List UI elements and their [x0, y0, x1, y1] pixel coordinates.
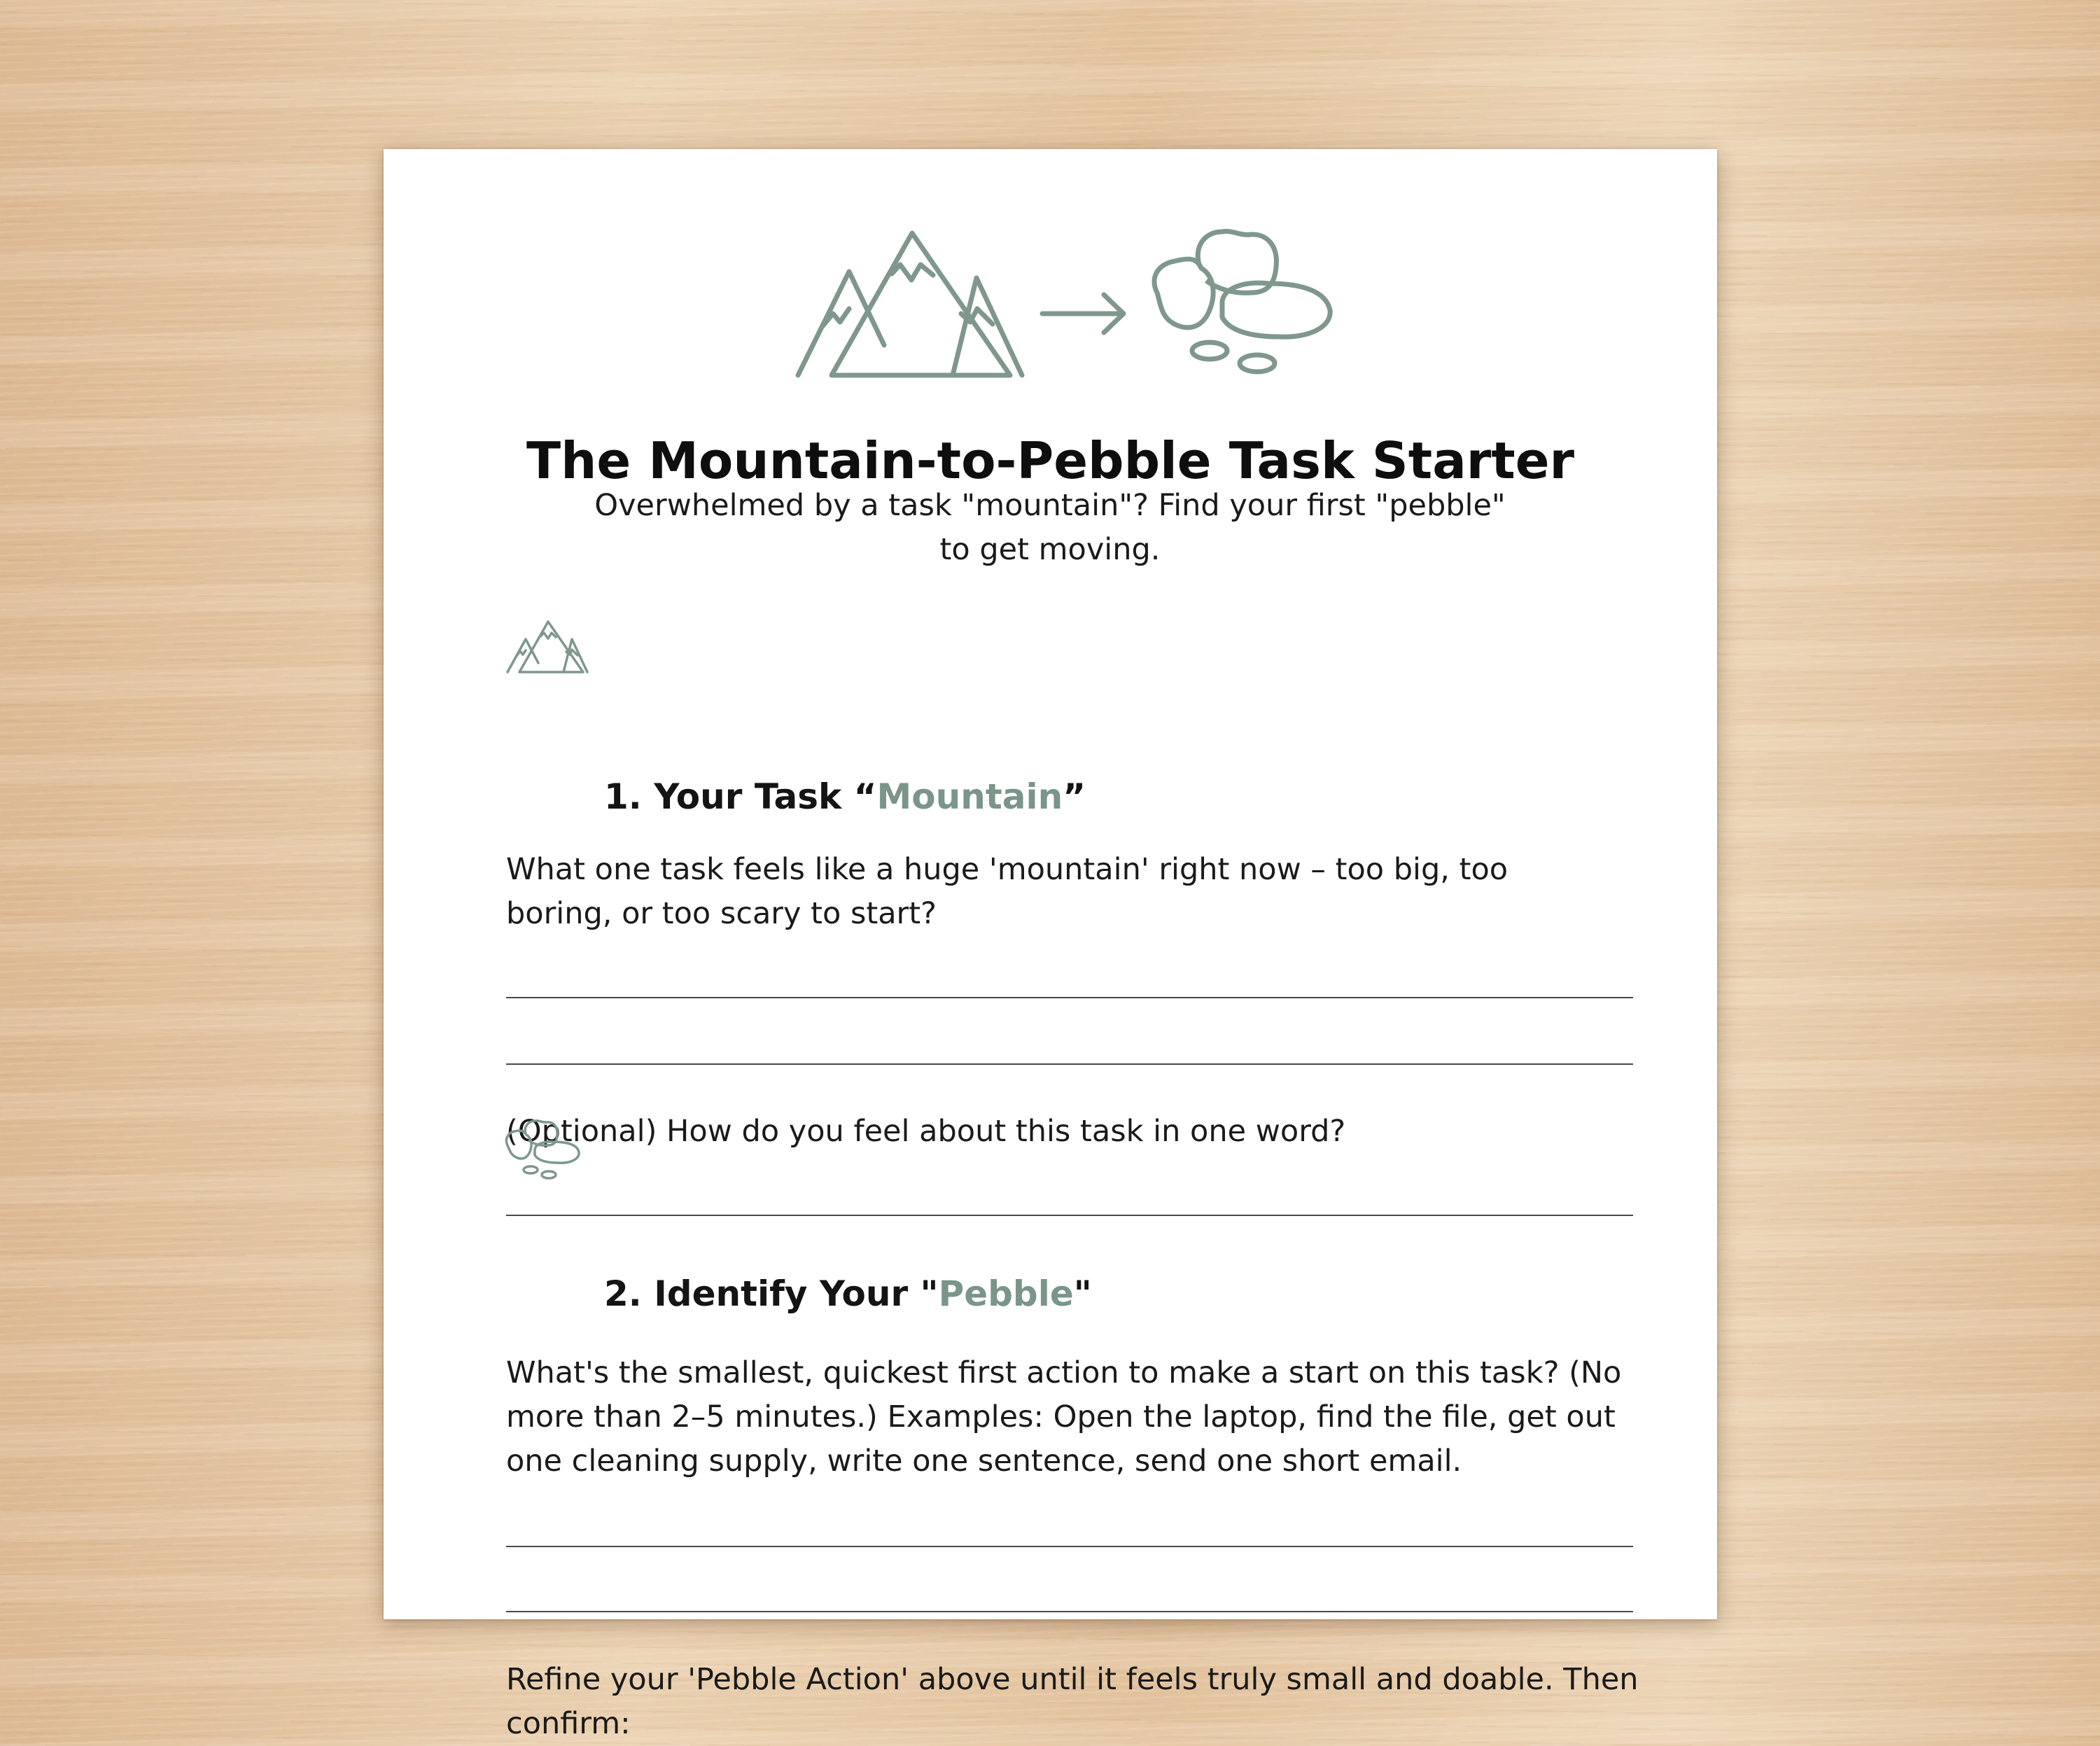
section-1-heading-accent: Mountain: [876, 776, 1063, 817]
answer-line[interactable]: [506, 997, 1633, 998]
arrow-right-icon: [1038, 289, 1133, 338]
section-1-prompt: What one task feels like a huge 'mountain' right now – too big, too boring, or too scary to start?: [506, 852, 1508, 931]
pebbles-icon: [1147, 226, 1350, 391]
subtitle-line-1: Overwhelmed by a task "mountain"? Find your first "pebble": [594, 488, 1506, 523]
page-title: The Mountain-to-Pebble Task Starter: [526, 431, 1575, 490]
mountains-icon: [505, 620, 589, 676]
section-1-heading: 1. Your Task “Mountain”: [604, 776, 1086, 817]
section-2-heading: 2. Identify Your "Pebble": [604, 1273, 1092, 1314]
page-subtitle: [560, 484, 1540, 572]
worksheet-page: [384, 149, 1717, 1741]
pebbles-icon: [505, 1119, 589, 1185]
answer-line[interactable]: [506, 1215, 1633, 1216]
answer-line[interactable]: [506, 1063, 1633, 1065]
section-2-prompt: What's the smallest, quickest first action to make a start on this task? (No more than 2–5 minutes.) Examples: Open the laptop, find the file, get out one cleaning supply, write one sentence, send one short email.: [506, 1355, 1622, 1479]
mountains-icon: [790, 226, 1056, 387]
answer-line[interactable]: [506, 1546, 1633, 1547]
answer-line[interactable]: [506, 1611, 1633, 1612]
section-2-heading-accent: Pebble: [938, 1273, 1074, 1314]
subtitle-line-2: to get moving.: [939, 532, 1161, 567]
section-1-optional-prompt: (Optional) How do you feel about this task in one word?: [506, 1114, 1346, 1149]
section-2-refine-prompt: Refine your 'Pebble Action' above until it feels truly small and doable. Then confirm:: [506, 1662, 1639, 1741]
